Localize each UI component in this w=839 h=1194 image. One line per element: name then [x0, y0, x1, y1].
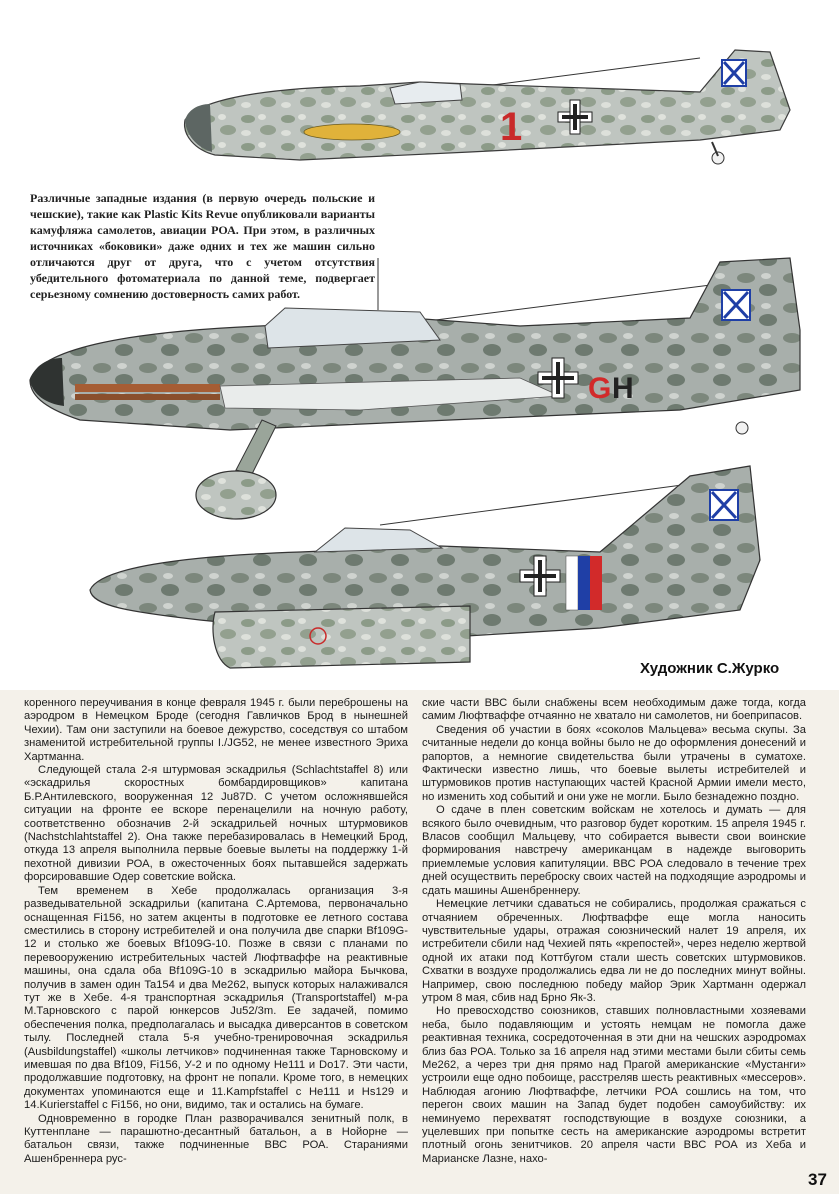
illustration-caption: Различные западные издания (в первую очередь польские и чешские), такие как Plastic Kits Revue опубликовали варианты камуфляжа самолетов, авиации РОА. При этом, в различных источниках «боковики» даже одних и тех же машин сильно отличаются друг от друга, что с учетом отсутствия убедительного фотоматериала по данной теме, подвергает серьезному сомнению достоверность самих работ.	[30, 191, 375, 301]
roa-tricolor-band	[566, 556, 602, 610]
paragraph: Немецкие летчики сдаваться не собирались, продолжая сражаться с отчаянием обреченных. Люфтваффе еще могла наносить чувствительные удары, отражая союзнический налет 19 апреля, их истребители сбили над Чехией пять «крепостей», через неделю жертвой одной их атаки под Коттбугом стали шесть советских штурмовиков. Схватки в воздухе продолжались едва ли не до последних минут войны. Например, свою последнюю победу майор Эрик Хартманн одержал утром 8 мая, сбив над Брно Як-3.	[422, 898, 806, 1004]
paragraph: Следующей стала 2-я штурмовая эскадрилья (Schlachtstaffel 8) или «эскадрилья скоростных бомбардировщиков» капитана Б.Р.Антилевского, вооруженная 12 Ju87D. С учетом осложнявшейся ситуации на фронте ее вскоре перенацелили на ночную работу, соответственно обозначив 2-й эскадрильей ночных штурмовиков (Nachstchlahtstaffel 2). Она также перебазировалась в Немецкий Брод, откуда 13 апреля выполнила первые боевые вылеты на поддержку 1-й пехотной дивизии РОА, в ожесточенных боях пытавшейся задержать форсировавшие Одер советские войска.	[24, 764, 408, 884]
roa-flag-icon	[722, 290, 750, 320]
bf109-number: 1	[500, 105, 523, 149]
artist-credit: Художник С.Журко	[640, 660, 780, 677]
paragraph: Одновременно в городке План разворачивался зенитный полк, в Куттенплане — парашютно-десантный батальон, а в Нойорне — батальон связи, также подчиненные ВВС РОА. Стараниями Ашенбреннера рус-	[24, 1112, 408, 1165]
paragraph: коренного переучивания в конце февраля 1945 г. были переброшены на аэродром в Немецком Броде (сегодня Гавличков Брод в нынешней Чехии). Там они заступили на боевое дежурство, соседствуя со штабом знаменитой истребительной группы I./JG52, не менее известного Эриха Хартманна.	[24, 697, 408, 763]
paragraph: О сдаче в плен советским войскам не хотелось и думать — для всякого было очевидным, что разговор будет коротким. 15 апреля 1945 г. Власов сообщил Мальцеву, что собирается вывести свои воинские формирования навстречу американцам в надежде выговорить приемлемые условия капитуляции. ВВС РОА следовало в течение трех дней осуществить переброску своих частей на подходящие аэродромы и сдать машины Ашенбреннеру.	[422, 804, 806, 897]
paragraph: ские части ВВС были снабжены всем необходимым даже тогда, когда самим Люфтваффе отчаянно не хватало ни самолетов, ни боеприпасов.	[422, 697, 806, 723]
paragraph: Тем временем в Хебе продолжалась организация 3-я разведывательной эскадрильи (капитана С.Артемова, первоначально оснащенная Fi156, но затем акценты в подготовке ее летного состава сместились в сторону истребителей и она получила две спарки Bf109G-12 и столько же боевых Bf109G-10. Позже в связи с планами по перевооружению истребительных частей Люфтваффе на реактивные машины, она сдала оба Bf109G-10 в эскадрилью майора Бычкова, получив в замен один Ta154 и два Me262, выпуск которых налаживался тут же в Хебе. 4-я транспортная эскадрилья (Transportstaffel) м-ра М.Тарновского с парой юнкерсов Ju52/3m. Ее задачей, помимо обеспечения полка, предполагалась и высадка диверсантов в советском тылу. Последней стала 5-я учебно-тренировочная эскадрилья (Ausbildungstaffel) «школы летчиков» подчиненная также Тарновскому и имевшая по два Bf109, Fi156, У-2 и по одному He111 и Do17. Эти части, продолжавшие подготовку, на фронт не попали. Кроме того, в немецких документах упоминаются еще и 11.Kampfstaffel с He111 и Hs129 и 14.Kurierstaffel с Fi156, но они, видимо, так и остались на бумаге.	[24, 884, 408, 1112]
text-column-left	[24, 697, 408, 1166]
me262-profile	[90, 466, 760, 668]
page-number: 37	[808, 1170, 827, 1189]
bf109-profile	[185, 50, 790, 164]
text-column-right	[422, 697, 806, 1166]
roa-flag-icon	[710, 490, 738, 520]
ju87-code-red: G	[588, 372, 612, 405]
roa-flag-icon	[722, 60, 746, 86]
paragraph: Сведения об участии в боях «соколов Мальцева» весьма скупы. За считанные недели до конца войны было не до оформления донесений и рапортов, а немногие свидетельства были утрачены в суматохе. Фактически известно лишь, что боевые вылеты истребителей и штурмовиков против наступающих частей Красной Армии имели место, но изменить ход событий и они уже не могли. Было безнадежно поздно.	[422, 723, 806, 803]
paragraph: Но превосходство союзников, ставших полновластными хозяевами неба, было подавляющим и устоять немцам не помогла даже реактивная техника, сосредоточенная в эти дни на чешских аэродромах близ баз РОА. Только за 16 апреля над этими местами были сбиты семь Me262, а через три дня прямо над Прагой американские «Мустанги» устроили еще одно побоище, расстреляв шесть реактивных «мессеров». Наблюдая агонию Люфтваффе, летчики РОА сошлись на том, что перегон своих машин на Запад будет подобен самоубийству: их неминуемо перехватят господствующие в воздухе союзники, а уцелевших при попытке сесть на американские аэродромы встретит плотный огонь зенитчиков. 20 апреля части ВВС РОА из Хеба и Марианске Лазне, нахо-	[422, 1005, 806, 1165]
ju87-code-black: H	[612, 372, 634, 405]
